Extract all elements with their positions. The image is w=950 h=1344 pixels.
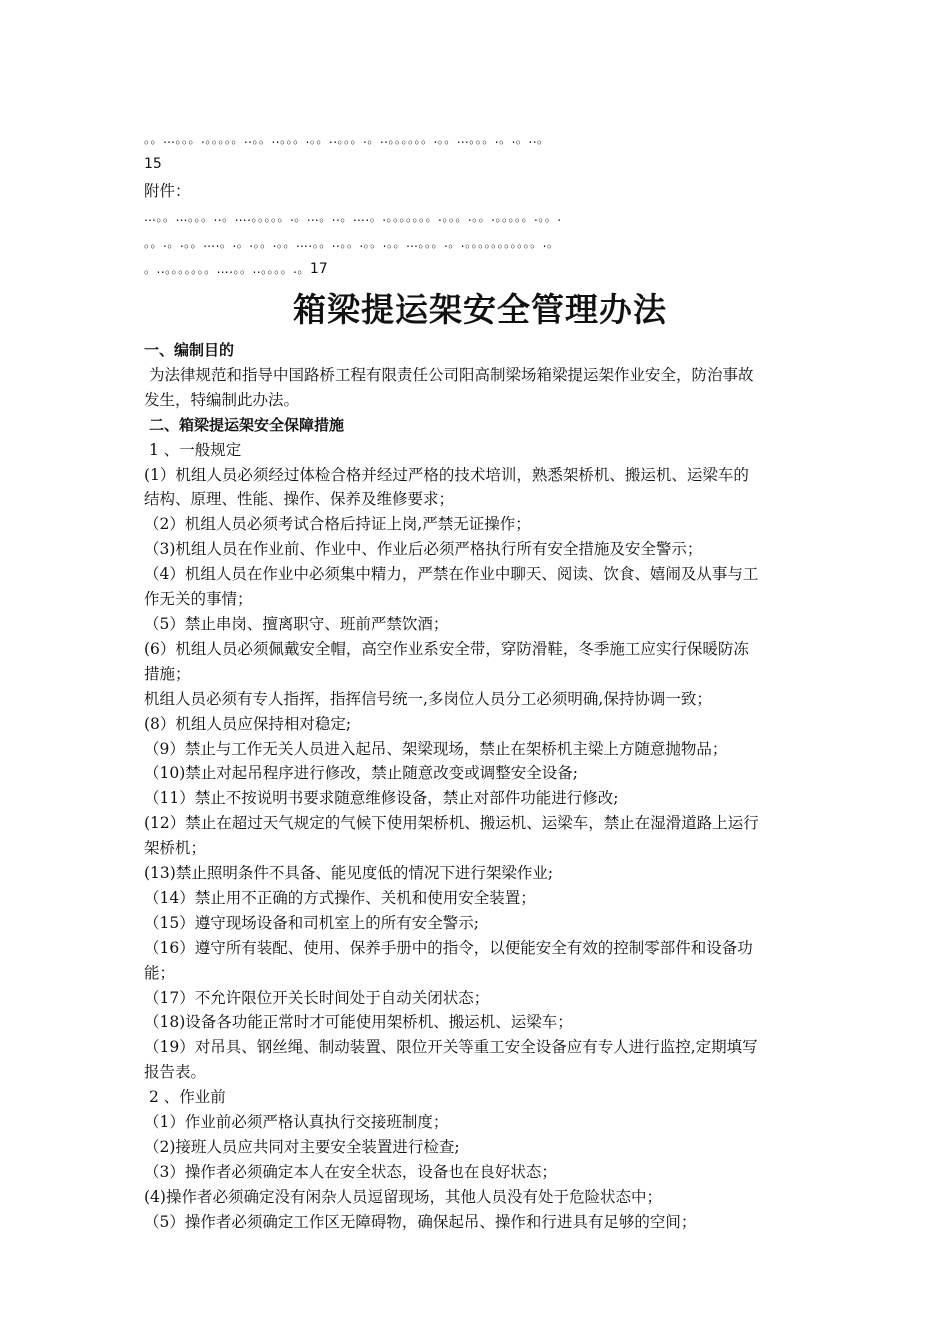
list-item: (6）机组人员必须佩戴安全帽，高空作业系安全带，穿防滑鞋，冬季施工应实行保暖防冻 — [144, 639, 749, 658]
paragraph-line: 发生，特编制此办法。 — [144, 390, 300, 409]
subsection-heading: 1 、一般规定 — [149, 440, 242, 459]
list-item: （14）禁止用不正确的方式操作、关机和使用安全装置； — [144, 888, 536, 907]
list-item: (8）机组人员应保持相对稳定; — [144, 714, 352, 733]
list-item: （15）遵守现场设备和司机室上的所有安全警示; — [144, 913, 479, 932]
section-heading: 一、编制目的 — [144, 340, 235, 359]
list-item-continuation: 措施； — [144, 664, 191, 683]
toc-page-number: 17 — [309, 260, 328, 277]
list-item: (4)操作者必须确定没有闲杂人员逗留现场，其他人员没有处于危险状态中； — [144, 1187, 662, 1206]
toc-entry — [144, 256, 816, 282]
list-item: （3)机组人员在作业前、作业中、作业后必须严格执行所有安全措施及安全警示； — [144, 540, 703, 559]
list-item-continuation: 结构、原理、性能、操作、保养及维修要求； — [144, 490, 455, 509]
toc-page-number: 15 — [144, 156, 162, 172]
document-title: 箱梁提运架安全管理办法 — [293, 289, 667, 329]
list-item-continuation: 作无关的事情； — [144, 590, 253, 609]
list-item: （18)设备各功能正常时才可能使用架桥机、搬运机、运梁车； — [144, 1013, 573, 1032]
list-item: (1）机组人员必须经过体检合格并经过严格的技术培训，熟悉架桥机、搬运机、运梁车的 — [144, 465, 749, 484]
list-item: （17）不允许限位开关长时间处于自动关闭状态； — [144, 988, 490, 1007]
paragraph-line: 为法律规范和指导中国路桥工程有限责任公司阳高制梁场箱梁提运架作业安全，防治事故 — [149, 365, 754, 384]
section-heading: 二、箱梁提运架安全保障措施 — [149, 415, 345, 434]
list-item-continuation: 架桥机； — [144, 839, 207, 858]
appendix-label: 附件： — [144, 181, 191, 200]
list-item: （9）禁止与工作无关人员进入起吊、架梁现场，禁止在架桥机主梁上方随意抛物品； — [144, 739, 728, 758]
subsection-heading: 2 、作业前 — [149, 1088, 226, 1107]
list-item: （16）遵守所有装配、使用、保养手册中的指令，以便能安全有效的控制零部件和设备功 — [144, 938, 753, 957]
list-item: (12）禁止在超过天气规定的气候下使用架桥机、搬运机、运梁车，禁止在湿滑道路上运行 — [144, 814, 759, 833]
list-item: （4）机组人员在作业中必须集中精力，严禁在作业中聊天、阅读、饮食、嬉闹及从事与工 — [144, 565, 759, 584]
list-item: （11）禁止不按说明书要求随意维修设备，禁止对部件功能进行修改; — [144, 789, 619, 808]
list-item: （2）机组人员必须考试合格后持证上岗,严禁无证操作； — [144, 515, 531, 534]
list-item-continuation: 能； — [144, 963, 176, 982]
document-body — [144, 126, 816, 1235]
list-item: （5）禁止串岗、擅离职守、班前严禁饮酒； — [144, 614, 449, 633]
toc-leader-dots: 。。.。.。。….。.。.。。.。。….。。..。。.。。.。。…。。。.。.。。。。。。。。。。。.。 — [144, 235, 560, 250]
list-item-continuation: 报告表。 — [144, 1063, 207, 1082]
list-item: （5）操作者必须确定工作区无障碍物，确保起吊、操作和行进具有足够的空间； — [144, 1212, 697, 1231]
list-item: (13)禁止照明条件不具备、能见度低的情况下进行架梁作业; — [144, 864, 554, 883]
list-item: （3）操作者必须确定本人在安全状态，设备也在良好状态； — [144, 1162, 557, 1181]
toc-leader-dots: 。。…。。。.。。。。。..。。..。。。.。。..。。。.。..。。。。。。.。。…。。。.。.。..。 — [144, 132, 550, 146]
list-item: （1）作业前必须严格认真执行交接班制度； — [144, 1113, 449, 1132]
list-item: 机组人员必须有专人指挥，指挥信号统一,多岗位人员分工必须明确,保持协调一致； — [144, 689, 712, 708]
list-item: （19）对吊具、钢丝绳、制动装置、限位开关等重工安全设备应有专人进行监控,定期填写 — [144, 1038, 758, 1057]
list-item: （10)禁止对起吊程序进行修改，禁止随意改变或调整安全设备; — [144, 764, 578, 783]
list-item: （2)接班人员应共同对主要安全装置进行检查; — [144, 1138, 460, 1156]
toc-leader-dots: …。。…。。。..。….。。。。。.。…。..。….。.。。。。。。。.。。。.。。.。。。。。.。。. — [144, 209, 562, 224]
toc-leader-dots: 。..。。。。。。。….。。..。。。。.。 — [144, 261, 310, 276]
